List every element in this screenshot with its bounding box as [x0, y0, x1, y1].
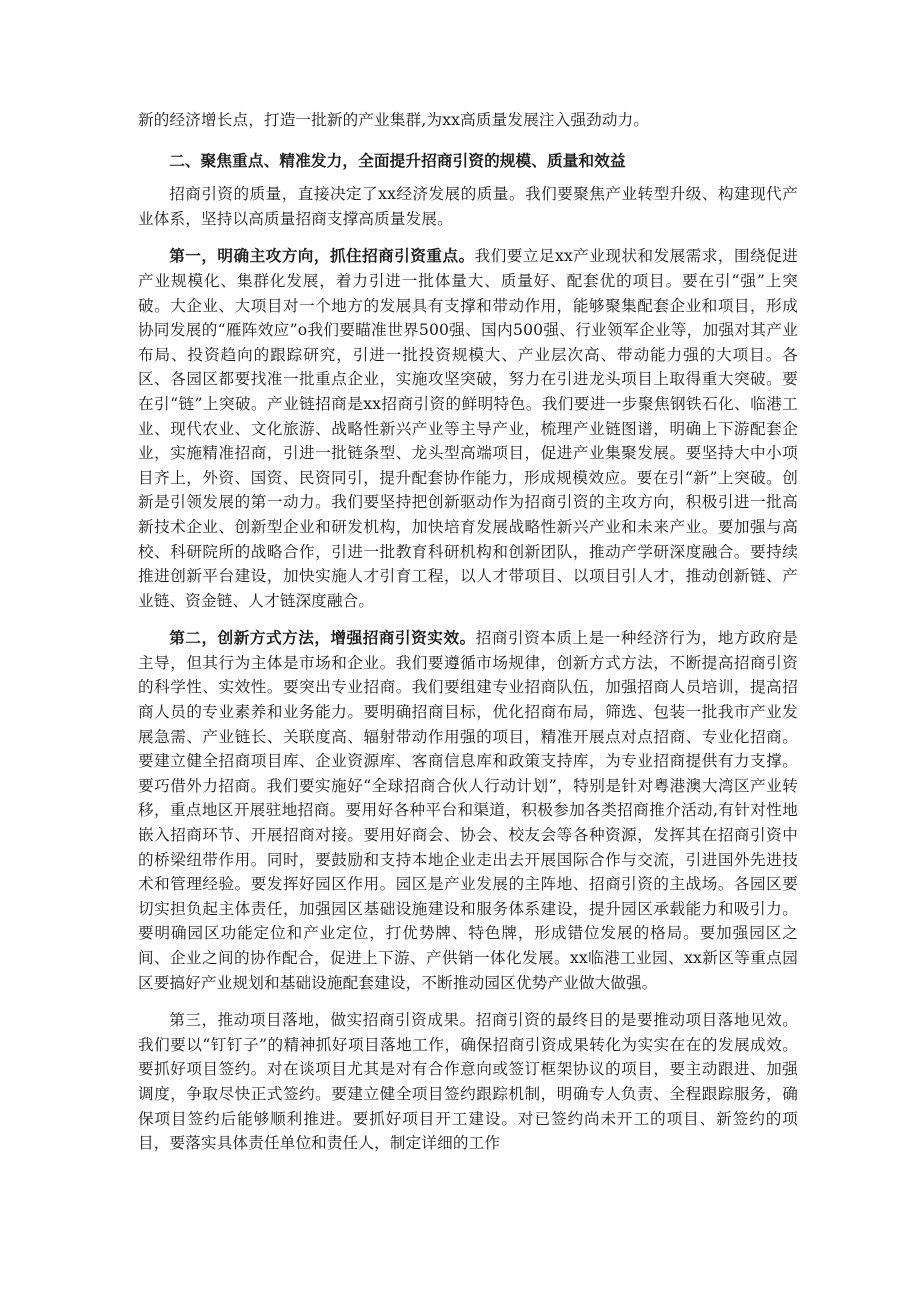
section-heading: 二、聚焦重点、精准发力，全面提升招商引资的规模、质量和效益 — [169, 151, 626, 170]
point-1-paragraph — [138, 244, 798, 613]
point-2-paragraph — [138, 626, 798, 995]
point-2-lead: 第二，创新方式方法，增强招商引资实效。 — [169, 629, 476, 648]
point-1-lead: 第一，明确主攻方向，抓住招商引资重点。 — [169, 247, 475, 266]
point-1-body: 我们要立足xx产业现状和发展需求，围绕促进产业规模化、集群化发展，着力引进一批体量大、质量好、配套优的项目。要在引“强”上突破。大企业、大项目对一个地方的发展具有支撑和带动作用，能够聚集配套企业和项目，形成协同发展的“雁阵效应”o我们要瞄准世界500强、国内500强、行业领军企业等，加强对其产业布局、投资趋向的跟踪研究，引进一批投资规模大、产业层次高、带动能力强的大项目。各区、各园区都要找准一批重点企业，实施攻坚突破，努力在引进龙头项目上取得重大突破。要在引“链”上突破。产业链招商是xx招商引资的鲜明特色。我们要进一步聚焦钢铁石化、临港工业、现代农业、文化旅游、战略性新兴产业等主导产业，梳理产业链图谱，明确上下游配套企业，实施精准招商，引进一批链条型、龙头型高端项目，促进产业集聚发展。要坚持大中小项目齐上，外资、国资、民资同引，提升配套协作能力，形成规模效应。要在引“新”上突破。创新是引领发展的第一动力。我们要坚持把创新驱动作为招商引资的主攻方向，积极引进一批高新技术企业、创新型企业和研发机构，加快培育发展战略性新兴产业和未来产业。要加强与高校、科研院所的战略合作，引进一批教育科研机构和创新团队，推动产学研深度融合。要持续推进创新平台建设，加快实施人才引育工程，以人才带项目、以项目引人才，推动创新链、产业链、资金链、人才链深度融合。 — [138, 247, 798, 610]
point-2-body: 招商引资本质上是一种经济行为，地方政府是主导，但其行为主体是市场和企业。我们要遵循市场规律，创新方式方法，不断提高招商引资的科学性、实效性。要突出专业招商。我们要组建专业招商队伍，加强招商人员培训，提高招商人员的专业素养和业务能力。要明确招商目标，优化招商布局，筛选、包装一批我市产业发展急需、产业链长、关联度高、辐射带动作用强的项目，精准开展点对点招商、专业化招商。要建立健全招商项目库、企业资源库、客商信息库和政策支持库，为专业招商提供有力支撑。要巧借外力招商。我们要实施好“全球招商合伙人行动计划”，特别是针对粤港澳大湾区产业转移，重点地区开展驻地招商。要用好各种平台和渠道，积极参加各类招商推介活动,有针对性地嵌入招商环节、开展招商对接。要用好商会、协会、校友会等各种资源，发挥其在招商引资中的桥梁纽带作用。同时，要鼓励和支持本地企业走出去开展国际合作与交流，引进国外先进技术和管理经验。要发挥好园区作用。园区是产业发展的主阵地、招商引资的主战场。各园区要切实担负起主体责任，加强园区基础设施建设和服务体系建设，提升园区承载能力和吸引力。要明确园区功能定位和产业定位，打优势牌、特色牌，形成错位发展的格局。要加强园区之间、企业之间的协作配合，促进上下游、产供销一体化发展。xx临港工业园、xx新区等重点园区要搞好产业规划和基础设施配套建设，不断推动园区优势产业做大做强。 — [138, 629, 798, 992]
document-page — [138, 108, 798, 1156]
section-intro-paragraph: 招商引资的质量，直接决定了xx经济发展的质量。我们要聚焦产业转型升级、构建现代产业体系，坚持以高质量招商支撑高质量发展。 — [138, 185, 798, 228]
point-3-paragraph: 第三，推动项目落地，做实招商引资成果。招商引资的最终目的是要推动项目落地见效。我们要以“钉钉子”的精神抓好项目落地工作，确保招商引资成果转化为实实在在的发展成效。要抓好项目签约。对在谈项目尤其是对有合作意向或签订框架协议的项目，要主动跟进、加强调度，争取尽快正式签约。要建立健全项目签约跟踪机制，明确专人负责、全程跟踪服务，确保项目签约后能够顺利推进。要抓好项目开工建设。对已签约尚未开工的项目、新签约的项目，要落实具体责任单位和责任人，制定详细的工作 — [138, 1011, 798, 1153]
paragraph-continuation: 新的经济增长点，打造一批新的产业集群,为xx高质量发展注入强劲动力。 — [138, 111, 650, 129]
